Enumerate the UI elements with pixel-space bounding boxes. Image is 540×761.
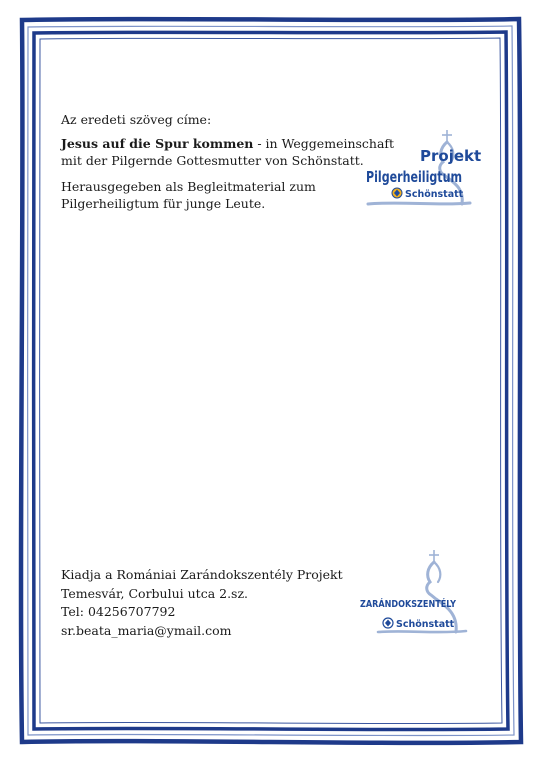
zarandokszentely-logo xyxy=(358,548,473,638)
logo-bottom-line2: Schönstatt xyxy=(396,619,455,630)
schoenstatt-emblem-icon xyxy=(383,618,393,628)
imprint-address: Temesvár, Corbului utca 2.sz. xyxy=(61,585,249,601)
original-title xyxy=(61,135,401,169)
schoenstatt-emblem-icon xyxy=(392,188,402,198)
original-title-rest: - in Weggemeinschaft mit der Pilgernde Gottesmutter von Schönstatt. xyxy=(61,136,395,168)
imprint-email: sr.beata_maria@ymail.com xyxy=(61,622,232,638)
published-note: Herausgegeben als Begleitmaterial zum Pilgerheiligtum für junge Leute. xyxy=(61,179,316,211)
imprint-phone: Tel: 04256707792 xyxy=(61,604,176,619)
original-title-bold: Jesus auf die Spur kommen xyxy=(61,136,254,151)
imprint-publisher: Kiadja a Romániai Zarándokszentély Projekt xyxy=(61,567,343,582)
imprint-block xyxy=(61,566,343,640)
logo-top-line1: Projekt xyxy=(420,147,482,165)
logo-top-line3: Schönstatt xyxy=(405,189,464,200)
projekt-pilgerheiligtum-logo xyxy=(360,128,482,210)
logo-bottom-line1: ZARÁNDOKSZENTÉLY xyxy=(360,599,473,610)
original-title-label: Az eredeti szöveg címe: xyxy=(61,112,212,127)
logo-top-line2: Pilgerheiligtum xyxy=(366,168,462,186)
